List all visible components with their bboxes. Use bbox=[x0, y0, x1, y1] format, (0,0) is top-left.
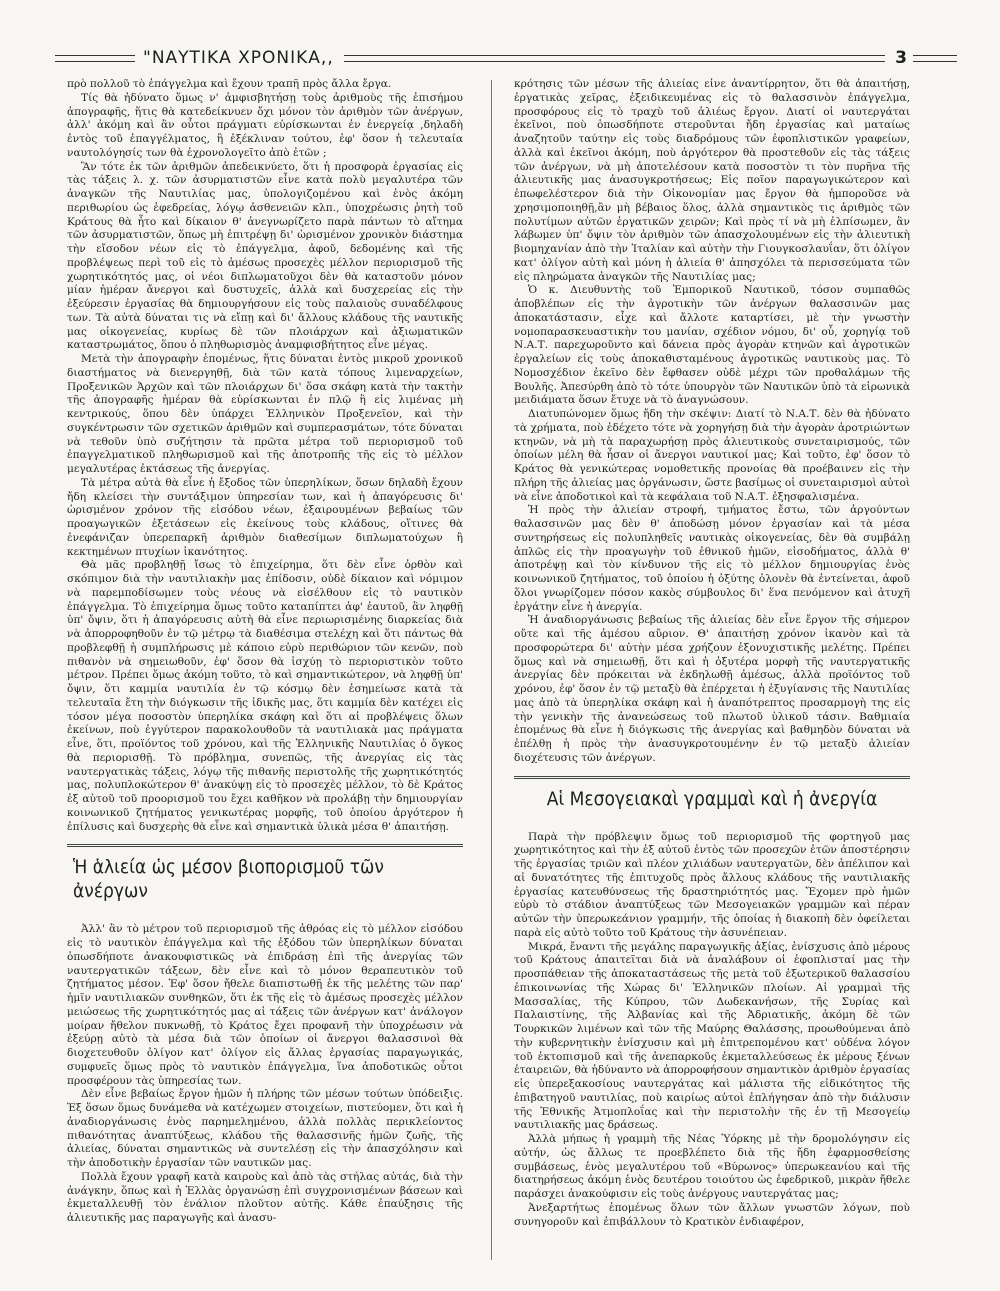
section-heading-mediterranean: Αἱ Μεσογειακαὶ γραμμαὶ καὶ ἡ ἀνεργία bbox=[514, 776, 910, 819]
page-header bbox=[55, 45, 957, 71]
left-column bbox=[67, 78, 463, 1268]
article-paragraph: Ὁ κ. Διευθυντὴς τοῦ Ἐμπορικοῦ Ναυτικοῦ, τόσον συμπαθῶς ἀποβλέπων εἰς τὴν ἀγροτικὴν τῶν ἀνέργων θαλασσινῶν μας ἀποκατάστασιν, εἶχε καὶ ἄλλοτε καταρτίσει, μὲ τὴν γνωστὴν νομοπαρασκευαστικὴν του μανίαν, σχέδιον νόμου, δι' οὗ, χορηγίᾳ τοῦ Ν.Α.Τ. παρεχωροῦντο καὶ δάνεια πρὸς ἀγορὰν κτηνῶν καὶ ἀγροτικῶν ἐργαλείων εἰς τοὺς ἀποκαθισταμένους ἀγροτικῶς ναυτικοὺς μας. Τὸ Νομοσχέδιον ἐκεῖνο δὲν ἔφθασεν οὐδὲ μέχρι τῶν προθαλάμων τῆς Βουλῆς. Ἀπεσύρθη ἀπὸ τὸ τότε ὑπουργὸν τῶν Ναυτικῶν ὑπὸ τὰ εἰρωνικὰ μειδιάματα ὅσων ἔτυχε νὰ τὸ ἀναγνώσουν. bbox=[514, 284, 910, 407]
article-paragraph: Παρὰ τὴν πρόβλεψιν ὅμως τοῦ περιορισμοῦ τῆς φορτηγοῦ μας χωρητικότητος καὶ τὴν ἐξ αὐτοῦ ἐντὸς τῶν προσεχῶν ἐτῶν ἀποστέρησιν τῆς ἐργασίας τριῶν καὶ πλέον χιλιάδων ναυτεργατῶν, δὲν ἀπέλιπον καὶ αἱ δυνατότητες τῆς ἐπιτυχοῦς πρὸς ἄλλους κλάδους τῆς ναυτιλιακῆς ἐργασίας κατευθύνσεως τῆς δραστηριότητός μας. Ἔχομεν πρὸ ἡμῶν εὐρὺ τὸ στάδιον ἀναπτύξεως τῶν Μεσογειακῶν γραμμῶν καὶ πέραν αὐτῶν τὴν ὑπερωκεάνιον γραμμήν, τῆς ὁποίας ἡ διακοπὴ δὲν ὀφείλεται παρὰ εἰς αὐτὸ τοῦτο τοῦ Κράτους τὴν ἀσυνέπειαν. bbox=[514, 830, 910, 939]
masthead: "ΝΑΥΤΙΚΑ ΧΡΟΝΙΚΑ,, bbox=[143, 48, 334, 68]
article-paragraph: Ἀνεξαρτήτως ἑπομένως ὅλων τῶν ἄλλων γνωστῶν λόγων, ποὺ συνηγοροῦν καὶ ἐπιβάλλουν τὸ Κρατικὸν ἐνδιαφέρον, bbox=[514, 1201, 910, 1228]
article-paragraph: Πολλὰ ἔχουν γραφῆ κατὰ καιροὺς καὶ ἀπὸ τὰς στήλας αὐτάς, διὰ τὴν ἀνάγκην, ὅπως καὶ ἡ Ἑλλὰς ὀργανώσῃ ἐπὶ συγχρονισμένων βάσεων καὶ ἐκμεταλλευθῇ τὸν ἐνάλιον πλοῦτον αὐτῆς. Κάθε ἐπαύξησις τῆς ἁλιευτικῆς μας παραγωγῆς καὶ ἀνασυ- bbox=[67, 1170, 463, 1224]
article-paragraph: Ἡ ἀναδιοργάνωσις βεβαίως τῆς ἁλιείας δὲν εἶνε ἔργον τῆς σήμερον οὔτε καὶ τῆς ἀμέσου αὔριον. Θ' ἀπαιτήσῃ χρόνον ἱκανὸν καὶ τὰ προσφορώτερα δι' αὐτὴν μέσα χρήζουν ἐξονυχιστικῆς μελέτης. Πρέπει ὅμως καὶ νὰ σημειωθῇ, ὅτι καὶ ἡ ὀξυτέρα μορφὴ τῆς ναυτεργατικῆς ἀνεργίας δὲν πρόκειται νὰ ἐκδηλωθῇ ἀμέσως, ἀλλὰ προϊόντος τοῦ χρόνου, ἐφ' ὅσον ἐν τῷ μεταξὺ θὰ ἐπέρχεται ἡ ἐξυγίανσις τῆς Ναυτιλίας μας ἀπὸ τὰ ὑπερηλίκα σκάφη καὶ ἡ ἀναπότρεπτος προσαρμογὴ της εἰς τὴν γενικὴν τῆς ἀνανεώσεως τοῦ πλωτοῦ ὑλικοῦ τάσιν. Βαθμιαία ἑπομένως θὰ εἶνε ἡ διόγκωσις τῆς ἀνεργίας καὶ βαθμηδὸν δύναται νὰ ἐπέλθῃ ἡ πρὸς τὴν ἀνασυγκροτουμένην ἐν τῷ μεταξὺ ἁλιείαν διοχέτευσις τῶν ἀνέργων. bbox=[514, 614, 910, 764]
article-paragraph: Μικρά, ἔναντι τῆς μεγάλης παραγωγικῆς ἀξίας, ἐνίσχυσις ἀπὸ μέρους τοῦ Κράτους ἀπαιτεῖται διὰ νὰ ἀναλάβουν οἱ ἐφοπλισταί μας τὴν προσπάθειαν τῆς ἀποκαταστάσεως τῆς μετὰ τοῦ ἐξωτερικοῦ θαλασσίου ἐπικοινωνίας τῆς Χώρας δι' Ἑλληνικῶν πλοίων. Αἱ γραμμαὶ τῆς Μασσαλίας, τῆς Κύπρου, τῶν Δωδεκανήσων, τῆς Συρίας καὶ Παλαιστίνης, τῆς Ἀλβανίας καὶ τῆς Ἀδριατικῆς, ἀκόμη δὲ τῶν Τουρκικῶν λιμένων καὶ τῶν τῆς Μαύρης Θαλάσσης, προωθούμεναι ἀπὸ τὴν κυβερνητικὴν ἐνίσχυσιν καὶ μὴ ἐπιτρεπομένου κατ' οὐδένα λόγον τοῦ ἐκτοπισμοῦ καὶ τῆς ἀνεπαρκοῦς ἐκμεταλλεύσεως ἐκ μέρους ξένων ἐταιρειῶν, θὰ ἠδύναντο νὰ ἀπορροφήσουν σημαντικὸν ἀριθμὸν ἐργασίας εἰς ὑπερεξακοσίους ναυτεργάτας καὶ μάλιστα τῆς εἰδικότητος τῆς ἐπιβατηγοῦ ναυτιλίας, ποὺ καιρίως αὐτοὶ ἐπλήγησαν ἀπὸ τὴν διάλυσιν τῆς Ἐθνικῆς Ἀτμοπλοΐας καὶ τὴν περιστολὴν τῆς ἐν τῇ Μεσογείῳ ναυτιλιακῆς μας δράσεως. bbox=[514, 940, 910, 1132]
article-paragraph: Θὰ μᾶς προβληθῇ ἴσως τὸ ἐπιχείρημα, ὅτι δὲν εἶνε ὀρθὸν καὶ σκόπιμον διὰ τὴν ναυτιλιακὴν μας ἐπίδοσιν, οὐδὲ δίκαιον καὶ νόμιμον νὰ παρεμποδίσωμεν τοὺς νέους νὰ εἰσέλθουν εἰς τὸ ναυτικὸν ἐπάγγελμα. Τὸ ἐπιχείρημα ὅμως τοῦτο καταπίπτει ἀφ' ἑαυτοῦ, ἂν ληφθῇ ὑπ' ὄψιν, ὅτι ἡ ἀπαγόρευσις αὐτὴ θὰ εἶνε περιωρισμένης διαρκείας διὰ νὰ ἀπορροφηθοῦν ἐν τῷ μέτρῳ τὰ διαθέσιμα στελέχη καὶ ὅτι πάντως θὰ προβλεφθῇ ἡ συμπλήρωσις μὲ κάποιο εὐρὺ περιθώριον τῶν κενῶν, ποὺ πιθανὸν νὰ σημειωθοῦν, ἐφ' ὅσον θὰ ἰσχύῃ τὸ περιοριστικὸν τοῦτο μέτρον. Πρέπει ὅμως ἀκόμη τοῦτο, τὸ καὶ σημαντικώτερον, νὰ ληφθῇ ὑπ' ὄψιν, ὅτι καμμία ναυτιλία ἐν τῷ κόσμῳ δὲν ἐσημείωσε κατὰ τὰ τελευταῖα ἔτη τὴν διόγκωσιν τῆς ἰδικῆς μας, ὅτι καμμία δὲν κατέχει εἰς τόσον μέγα ποσοστὸν ὑπερηλίκα σκάφη καὶ ὅτι αἱ προβλέψεις ὅλων ἐκείνων, ποὺ ἐγγύτερον παρακολουθοῦν τὰ ναυτιλιακὰ μας πράγματα εἶνε, ὅτι, προϊόντος τοῦ χρόνου, καὶ τῆς Ἑλληνικῆς Ναυτιλίας ὁ ὄγκος θὰ περιορισθῇ. Τὸ πρόβλημα, συνεπῶς, τῆς ἀνεργίας εἰς τὰς ναυτεργατικὰς τάξεις, λόγῳ τῆς πιθανῆς περιστολῆς τῆς χωρητικότητός μας, πολυπλοκώτερον θ' ἀνακύψῃ εἰς τὸ προσεχὲς μέλλον, τὸ δὲ Κράτος ἐξ αὐτοῦ τοῦ προορισμοῦ του ἔχει καθῆκον νὰ προλάβῃ τὴν δημιουργίαν κοινωνικοῦ ζητήματος γενικωτέρας μορφῆς, τοῦ ὁποίου ἀργότερον ἡ ἐπίλυσις καὶ δυσχερὴς θὰ εἶνε καὶ σημαντικὰ ὑλικὰ μέσα θ' ἀπαιτήσῃ. bbox=[67, 559, 463, 833]
article-paragraph: πρὸ πολλοῦ τὸ ἐπάγγελμα καὶ ἔχουν τραπῆ πρὸς ἄλλα ἔργα. bbox=[67, 78, 392, 90]
article-paragraph: Ἡ πρὸς τὴν ἁλιείαν στροφή, τμήματος ἔστω, τῶν ἀργούντων θαλασσινῶν μας δὲν θ' ἀποδώσῃ μόνον ἐργασίαν καὶ τὰ μέσα συντηρήσεως εἰς πολυπληθεῖς ναυτικὰς οἰκογενείας, δὲν θὰ συμβάλῃ ἁπλῶς εἰς τὴν προαγωγὴν τοῦ ἐθνικοῦ ἡμῶν, εἰσοδήματος, ἀλλὰ θ' ἀποτρέψῃ καὶ τὸν κίνδυνον τῆς εἰς τὸ μέλλον δημιουργίας ἑνὸς κοινωνικοῦ ζητήματος, τοῦ ὁποίου ἡ ὀξύτης ὁλονὲν θὰ ἐντείνεται, ἀφοῦ ὅλοι γνωρίζομεν πόσον κακὸς σύμβουλος δι' ἕνα πενόμενον καὶ ἀτυχῆ ἐργάτην εἶνε ἡ ἀνεργία. bbox=[514, 504, 910, 613]
article-paragraph: Διατυπώνομεν ὅμως ἤδη τὴν σκέψιν: Διατί τὸ Ν.Α.Τ. δὲν θὰ ἠδύνατο τὰ χρήματα, ποὺ ἐδέχετο τότε νὰ χορηγήσῃ διὰ τὴν ἀγορὰν ἀροτριώντων κτηνῶν, νὰ μὴ τὰ παραχωρήσῃ πρὸς ἁλιευτικοὺς συνεταιρισμούς, τῶν ὁποίων μέλη θὰ ἦσαν οἱ ἄνεργοι ναυτικοί μας; Καὶ τοῦτο, ἐφ' ὅσον τὸ Κράτος θὰ γενικώτερας νομοθετικῆς προνοίας θὰ προέβαινεν εἰς τὴν πλήρη τῆς ἁλιείας μας ὀργάνωσιν, ὥστε βασίμως οἱ συνεταιρισμοὶ αὐτοὶ νὰ εἶνε ἀποδοτικοὶ καὶ τὰ κεφάλαια τοῦ Ν.Α.Τ. ἐξησφαλισμένα. bbox=[514, 408, 910, 503]
article-paragraph: Ἀλλ' ἂν τὸ μέτρον τοῦ περιορισμοῦ τῆς ἀθρόας εἰς τὸ μέλλον εἰσόδου εἰς τὸ ναυτικὸν ἐπάγγελμα καὶ τῆς ἐξόδου τῶν ὑπερηλίκων δύναται ὁπωσδήποτε ἀνακουφιστικῶς νὰ ἐπιδράσῃ ἐπὶ τῆς ἀνεργίας τῶν ναυτεργατικῶν τάξεων, δὲν εἶνε καὶ τὸ μόνον θεραπευτικὸν τοῦ ζητήματος μέσον. Ἐφ' ὅσον ἤθελε διαπιστωθῇ ἐκ τῆς μελέτης τῶν παρ' ἡμῖν ναυτιλιακῶν συνθηκῶν, ὅτι ἐκ τῆς εἰς τὸ ἀμέσως προσεχὲς μέλλον μειώσεως τῆς χωρητικότητός μας αἱ τάξεις τῶν ἀνέργων κατ' ἀνάλογον μοίραν ἤθελον πυκνωθῇ, τὸ Κράτος ἔχει προφανῆ τὴν ὑποχρέωσιν νὰ ἐξεύρῃ αὐτὸ τὰ μέσα διὰ τῶν ὁποίων οἱ ἄνεργοι θαλασσινοὶ θὰ διοχετευθοῦν ὀλίγον κατ' ὀλίγον εἰς ἄλλας ἐργασίας παραγωγικάς, συμφυεῖς ὅμως πρὸς τὸ ναυτικὸν ἐπάγγελμα, ἵνα ἀποδοτικῶς οὗτοι προσφέρουν τὰς ὑπηρεσίας των. bbox=[67, 923, 463, 1087]
article-paragraph: Μετὰ τὴν ἀπογραφὴν ἑπομένως, ἥτις δύναται ἐντὸς μικροῦ χρονικοῦ διαστήματος νὰ διενεργηθῇ, διὰ τῶν κατὰ τόπους λιμεναρχείων, Προξενικῶν Ἀρχῶν καὶ τῶν πλοιάρχων δι' ὅσα σκάφη κατὰ τὴν τακτὴν τῆς ἀπογραφῆς ἡμέραν θὰ εὑρίσκωνται ἐν πλῷ ἢ εἰς λιμένας μὴ κεντρικούς, ὅπου δὲν ὑπάρχει Ἑλληνικὸν Προξενεῖον, καὶ τὴν συγκέντρωσιν τῶν σχετικῶν ἀριθμῶν καὶ συμπερασμάτων, τότε δύναται νὰ τεθοῦν ὑπὸ συζήτησιν τὰ πρῶτα μέτρα τοῦ περιορισμοῦ τοῦ ἐπαγγελματικοῦ πληθωρισμοῦ καὶ τῆς ἀποτροπῆς τῆς εἰς τὸ μέλλον μεγαλυτέρας ἐκτάσεως τῆς ἀνεργίας. bbox=[67, 353, 463, 475]
article-paragraph: Τὰ μέτρα αὐτὰ θὰ εἶνε ἡ ἔξοδος τῶν ὑπερηλίκων, ὅσων δηλαδὴ ἔχουν ἤδη κλείσει τὴν συντάξιμον ὑπηρεσίαν των, καὶ ἡ ἀπαγόρευσις δι' ὡρισμένον χρόνον τῆς εἰσόδου νέων, ἐξαιρουμένων βεβαίως τῶν προαγωγικῶν ἐξετάσεων εἰς ἐκείνους τοὺς κλάδους, οἵτινες θὰ ἐνεφάνιζαν ὑπερεπαρκῆ ἀριθμὸν διαθεσίμων διπλωματούχων ἢ κεκτημένων πτυχίων ἱκανότητος. bbox=[67, 476, 463, 558]
article-paragraph: Δὲν εἶνε βεβαίως ἔργον ἡμῶν ἡ πλήρης τῶν μέσων τούτων ὑπόδειξις. Ἐξ ὅσων ὅμως δυνάμεθα νὰ κατέχωμεν στοιχείων, πιστεύομεν, ὅτι καὶ ἡ ἀναδιοργάνωσις ἑνὸς παρημελημένου, ἀλλὰ πολλὰς περικλείοντος πιθανότητας ἀναπτύξεως, κλάδου τῆς θαλασσινῆς ἡμῶν ζωῆς, τῆς ἁλιείας, δύναται σημαντικῶς νὰ συντελέσῃ εἰς τὴν ἀπασχόλησιν καὶ τὴν ἀποδοτικὴν ἐργασίαν τῶν ναυτικῶν μας. bbox=[67, 1088, 463, 1169]
header-rule-right bbox=[913, 55, 957, 62]
header-rule-left bbox=[55, 55, 135, 62]
article-paragraph: Ἀλλὰ μήπως ἡ γραμμὴ τῆς Νέας Ὑόρκης μὲ τὴν δρομολόγησιν εἰς αὐτήν, ὡς ἄλλως τε προεβλέπετο διὰ τῆς ἤδη ἐφαρμοσθείσης συμβάσεως, ἑνὸς μεγαλυτέρου τοῦ «Βύρωνος» ὑπερωκεανίου καὶ τῆς διατηρήσεως ἀκόμη ἑνὸς δευτέρου τοιούτου ὡς ἐφεδρικοῦ, μικρὰν ἤθελε παράσχει ἀνακούφισιν εἰς τοὺς ἀνέργους ναυτεργάτας μας; bbox=[514, 1133, 910, 1200]
article-paragraph: Ἂν τότε ἐκ τῶν ἀριθμῶν ἀπεδεικνύετο, ὅτι ἡ προσφορὰ ἐργασίας εἰς τὰς τάξεις λ. χ. τῶν ἀσυρματιστῶν εἶνε κατὰ πολὺ μεγαλυτέρα τῶν ἀναγκῶν τῆς Ναυτιλίας μας, ὑπολογιζομένου καὶ ἑνὸς ἀκόμη περιθωρίου ὡς ἐφεδρείας, λόγῳ ἀσθενειῶν κλπ., ὑποχρέωσις ῥητὴ τοῦ Κράτους θὰ ἦτο καὶ δίκαιον θ' ἀνεγνωρίζετο παρὰ πάντων τὸ αἴτημα τῶν ἀσυρματιστῶν, ὅπως μὴ ἐπιτρέψῃ δι' ὡρισμένον χρονικὸν διάστημα τὴν εἴσοδον νέων εἰς τὸ ἐπάγγελμα, ἀφοῦ, δεδομένης καὶ τῆς προβλέψεως περὶ τοῦ εἰς τὸ ἀμέσως προσεχὲς μέλλον περιορισμοῦ τῆς χωρητικότητός μας, οἱ νέοι διπλωματοῦχοι δὲν θὰ καταστοῦν μόνον μίαν ἡμέραν ἄνεργοι καὶ δυστυχεῖς, ἀλλὰ καὶ δυσχερείας εἰς τὴν ἐξεύρεσιν ἐργασίας θὰ δημιουργήσουν εἰς τοὺς παλαιοὺς συναδέλφους των. Τὰ αὐτὰ δύναται τις νὰ εἴπῃ καὶ δι' ἄλλους κλάδους τῆς ναυτικῆς μας οἰκογενείας, κυρίως δὲ τῶν πλοιάρχων καὶ ἀξιωματικῶν καταστρωμάτος, ὅπου ὁ πληθωρισμὸς ἀναμφισβήτητος εἶνε μέγας. bbox=[67, 160, 463, 352]
section-heading-fishing: Ἡ ἁλιεία ὡς μέσον βιοπορισμοῦ τῶν ἀνέργων bbox=[67, 844, 463, 911]
article-paragraph: κρότησις τῶν μέσων τῆς ἁλιείας εἶνε ἀναντίρρητον, ὅτι θὰ ἀπαιτήσῃ, ἐργατικὰς χεῖρας, ἐξειδικευμένας εἰς τὸ θαλασσινὸν ἐπάγγελμα, προσφόρους εἰς τὸ τραχὺ τοῦ ἁλιέως ἔργον. Διατί οἱ ναυτεργάται ἐκεῖνοι, ποὺ ὁπωσδήποτε στεροῦνται ἤδη ἐργασίας καὶ ματαίως ἀναζητοῦν ταύτην εἰς τοὺς διαδρόμους τῶν ἐφοπλιστικῶν γραφείων, ἀλλὰ καὶ ἐκεῖνοι ἀκόμη, ποὺ ἀργότερον θὰ προστεθοῦν εἰς τὰς τάξεις τῶν ἀνέργων, νὰ μὴ ἀποτελέσουν κατὰ ποσοστὸν τι τὸν πυρῆνα τῆς ἁλιευτικῆς μας ἀνασυγκροτήσεως; Εἰς ποῖον παραγωγικώτερον καὶ ἐπωφελέστερον διὰ τὴν Οἰκονομίαν μας ἔργον θὰ ἠμποροῦσε νὰ χρησιμοποιηθῇ,ἂν μὴ βέβαιος ὅλος, ἀλλὰ σημαντικὸς τις ἀριθμὸς τῶν πολυτίμων αὐτῶν ἐργατικῶν χειρῶν; Καὶ πρὸς τί νὰ μὴ ἐλπίσωμεν, ἂν λάβωμεν ὑπ' ὄψιν τὸν ἀριθμὸν τῶν ἀπασχολουμένων εἰς τὴν ἁλιευτικὴ βιομηχανίαν ἀπὸ τὴν Ἰταλίαν καὶ αὐτὴν τὴν Γιουγκοσλαυΐαν, ὅτι ὀλίγον κατ' ὀλίγον αὐτὴ καὶ μόνη ἡ ἁλιεία θ' ἀπησχόλει τὰ περισσεύματα τῶν εἰς πληρώματα ἀναγκῶν τῆς Ναυτιλίας μας; bbox=[514, 78, 910, 283]
right-column bbox=[514, 78, 910, 1268]
article-paragraph: Τίς θὰ ἠδύνατο ὅμως ν' ἀμφισβητήσῃ τοὺς ἀριθμοὺς τῆς ἐπισήμου ἀπογραφῆς, ἥτις θὰ κατεδείκνυεν ὄχι μόνον τὸν ἀριθμὸν τῶν ἀνέργων, ἀλλ' ἀκόμη καὶ ἂν οὗτοι πράγματι εὑρίσκωνται ἐν ἐνεργείᾳ ,δηλαδὴ ἐντὸς τοῦ ἐπαγγέλματος, ἢ ἐξέκλιναν τούτου, ἐφ' ὅσον ἡ τελευταία ναυτολόγησίς των θὰ ἐχρονολογεῖτο ἀπὸ ἐτῶν ; bbox=[67, 91, 463, 159]
page-number: 3 bbox=[895, 48, 907, 68]
column-divider bbox=[491, 80, 492, 1260]
header-rule-middle bbox=[344, 55, 885, 62]
